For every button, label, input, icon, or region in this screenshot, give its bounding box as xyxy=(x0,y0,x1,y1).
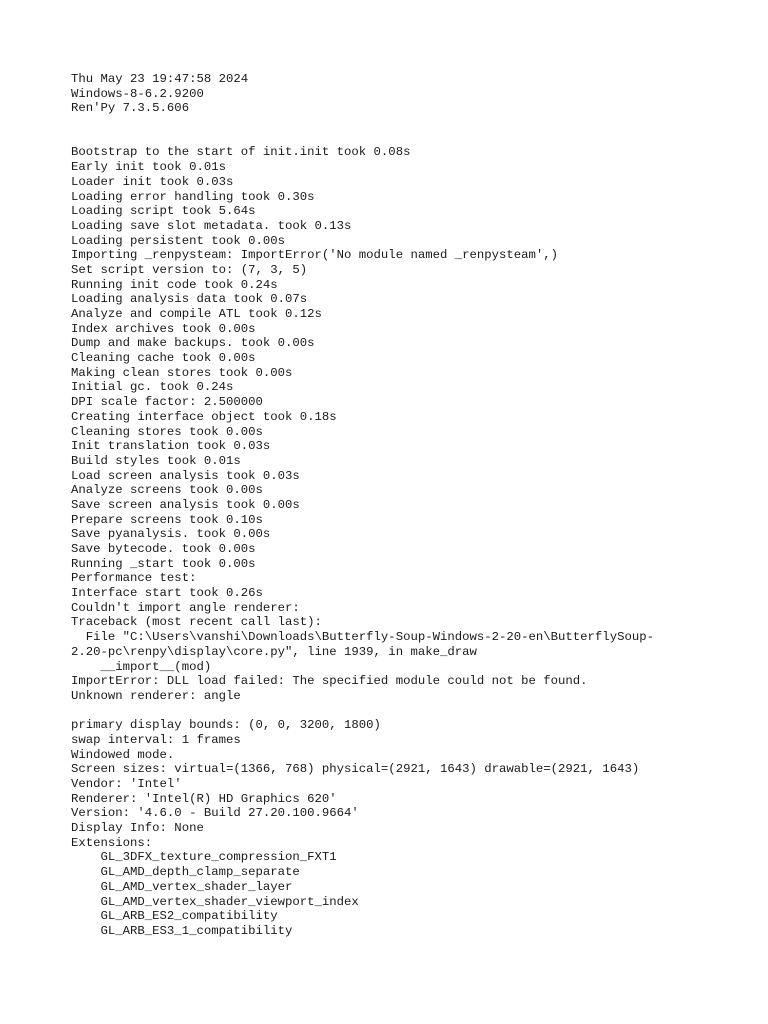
log-line: Unknown renderer: angle xyxy=(71,688,241,703)
log-line: swap interval: 1 frames xyxy=(71,732,241,747)
log-line: Build styles took 0.01s xyxy=(71,453,241,468)
log-line: Running init code took 0.24s xyxy=(71,277,278,292)
log-line: Screen sizes: virtual=(1366, 768) physical=(2921, 1643) drawable=(2921, 1643) xyxy=(71,762,640,777)
log-line: DPI scale factor: 2.500000 xyxy=(71,395,263,410)
log-line: primary display bounds: (0, 0, 3200, 1800) xyxy=(71,718,381,733)
log-line: Renderer: 'Intel(R) HD Graphics 620' xyxy=(71,791,337,806)
log-line: Loading persistent took 0.00s xyxy=(71,233,286,248)
display-log xyxy=(71,718,751,938)
log-line: Couldn't import angle renderer: xyxy=(71,600,300,615)
log-line: __import__(mod) xyxy=(71,659,212,674)
log-line: Early init took 0.01s xyxy=(71,160,226,175)
log-line: Dump and make backups. took 0.00s xyxy=(71,336,315,351)
log-line: Save pyanalysis. took 0.00s xyxy=(71,527,271,542)
log-line: Running _start took 0.00s xyxy=(71,556,256,571)
log-line: GL_AMD_depth_clamp_separate xyxy=(71,865,300,880)
log-line: Init translation took 0.03s xyxy=(71,439,271,454)
log-header xyxy=(71,72,751,116)
log-line: Thu May 23 19:47:58 2024 xyxy=(71,72,249,86)
log-line: Loading error handling took 0.30s xyxy=(71,189,315,204)
log-line: Vendor: 'Intel' xyxy=(71,777,182,792)
section-gap xyxy=(71,704,751,719)
log-line: Loading save slot metadata. took 0.13s xyxy=(71,218,352,233)
log-line: Extensions: xyxy=(71,835,153,850)
log-line: Loading script took 5.64s xyxy=(71,204,256,219)
log-line: Cleaning cache took 0.00s xyxy=(71,351,256,366)
log-line: Save screen analysis took 0.00s xyxy=(71,497,300,512)
log-line: 2.20-pc\renpy\display\core.py", line 1939, in make_draw xyxy=(71,644,477,659)
log-line: Analyze and compile ATL took 0.12s xyxy=(71,307,322,322)
log-line: Initial gc. took 0.24s xyxy=(71,380,234,395)
log-line: Importing _renpysteam: ImportError('No module named _renpysteam',) xyxy=(71,248,559,263)
log-line: Set script version to: (7, 3, 5) xyxy=(71,262,308,277)
log-line: Making clean stores took 0.00s xyxy=(71,365,293,380)
log-line: Creating interface object took 0.18s xyxy=(71,409,337,424)
log-line: Loader init took 0.03s xyxy=(71,174,234,189)
log-line: Version: '4.6.0 - Build 27.20.100.9664' xyxy=(71,806,359,821)
log-line: Bootstrap to the start of init.init took 0.08s xyxy=(71,145,411,160)
log-document xyxy=(71,72,751,939)
log-line: Prepare screens took 0.10s xyxy=(71,512,263,527)
log-line: Windows-8-6.2.9200 xyxy=(71,86,204,101)
log-line: Performance test: xyxy=(71,571,197,586)
log-line: Ren'Py 7.3.5.606 xyxy=(71,101,190,116)
log-line: GL_AMD_vertex_shader_layer xyxy=(71,879,293,894)
log-line: Index archives took 0.00s xyxy=(71,321,256,336)
init-log xyxy=(71,145,751,703)
log-line: Traceback (most recent call last): xyxy=(71,615,322,630)
log-line: Save bytecode. took 0.00s xyxy=(71,542,256,557)
log-line: File "C:\Users\vanshi\Downloads\Butterfly-Soup-Windows-2-20-en\ButterflySoup- xyxy=(71,630,654,645)
log-line: GL_ARB_ES3_1_compatibility xyxy=(71,923,293,938)
log-line: Loading analysis data took 0.07s xyxy=(71,292,308,307)
log-line: ImportError: DLL load failed: The specified module could not be found. xyxy=(71,674,588,689)
log-line: GL_3DFX_texture_compression_FXT1 xyxy=(71,850,337,865)
log-line: Cleaning stores took 0.00s xyxy=(71,424,263,439)
log-line: Interface start took 0.26s xyxy=(71,586,263,601)
log-line: GL_ARB_ES2_compatibility xyxy=(71,909,278,924)
log-line: Windowed mode. xyxy=(71,747,175,762)
log-line: Load screen analysis took 0.03s xyxy=(71,468,300,483)
log-line: Analyze screens took 0.00s xyxy=(71,483,263,498)
log-line: Display Info: None xyxy=(71,821,204,836)
log-line: GL_AMD_vertex_shader_viewport_index xyxy=(71,894,359,909)
section-gap xyxy=(71,116,751,145)
